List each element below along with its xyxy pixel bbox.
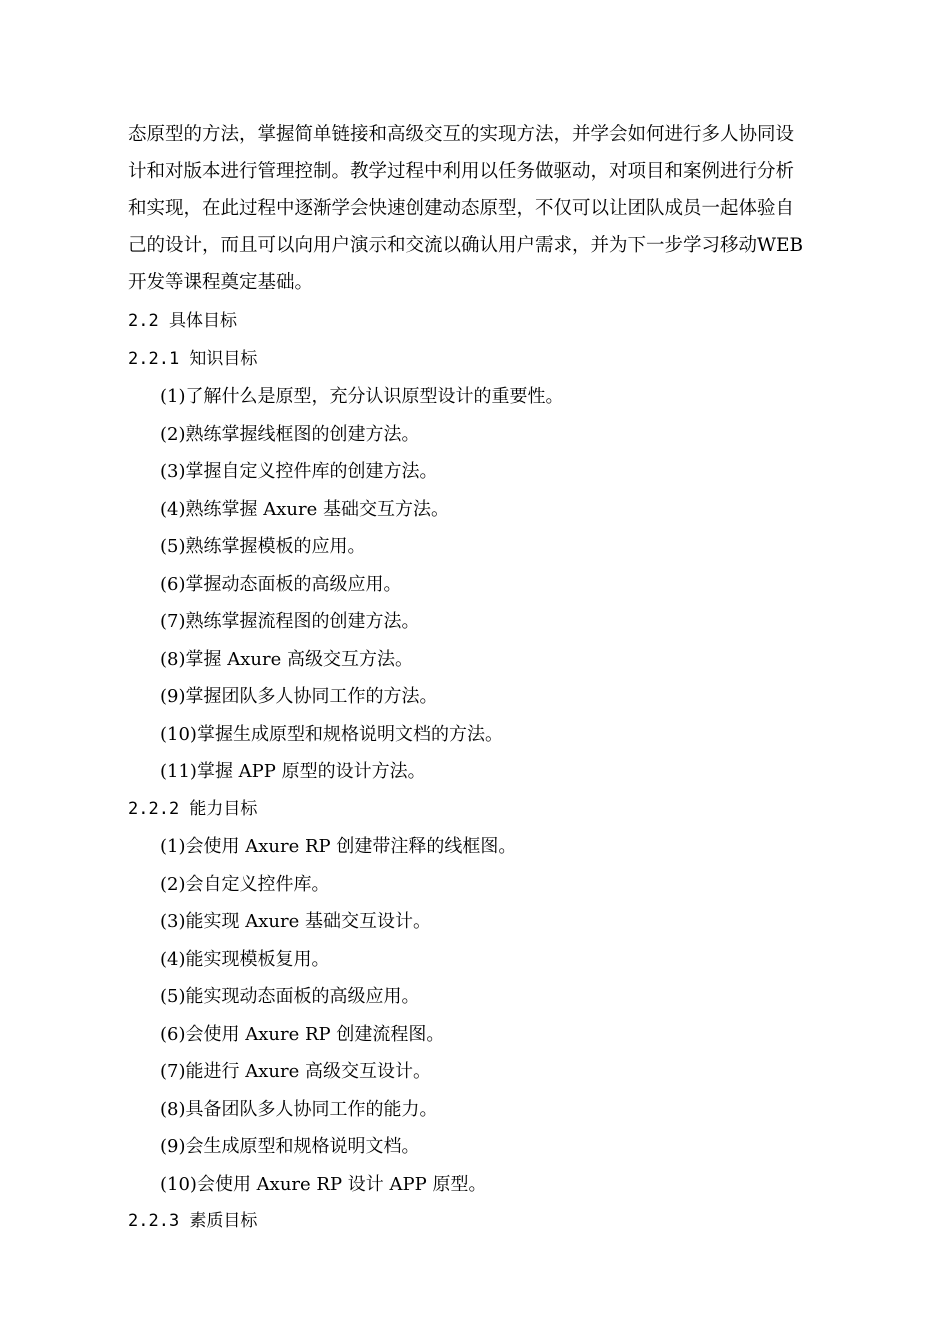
knowledge-item: (11)掌握 APP 原型的设计方法。 — [160, 761, 426, 782]
section-heading-2-2: 2.2 具体目标 — [128, 311, 237, 331]
knowledge-item: (5)熟练掌握模板的应用。 — [160, 536, 366, 557]
subsection-heading-knowledge: 2.2.1 知识目标 — [128, 348, 258, 369]
knowledge-item: (9)掌握团队多人协同工作的方法。 — [160, 686, 438, 707]
ability-item: (10)会使用 Axure RP 设计 APP 原型。 — [160, 1173, 487, 1195]
intro-line: 己的设计，而且可以向用户演示和交流以确认用户需求，并为下一步学习移动WEB — [128, 235, 804, 256]
knowledge-item: (1)了解什么是原型，充分认识原型设计的重要性。 — [160, 386, 564, 407]
intro-line: 计和对版本进行管理控制。教学过程中利用以任务做驱动，对项目和案例进行分析 — [128, 161, 795, 182]
intro-line: 和实现，在此过程中逐渐学会快速创建动态原型，不仅可以让团队成员一起体验自 — [128, 198, 795, 219]
ability-item: (8)具备团队多人协同工作的能力。 — [160, 1098, 438, 1120]
knowledge-item: (6)掌握动态面板的高级应用。 — [160, 573, 402, 595]
knowledge-item: (2)熟练掌握线框图的创建方法。 — [160, 423, 420, 445]
ability-item: (7)能进行 Axure 高级交互设计。 — [160, 1061, 431, 1082]
knowledge-item: (8)掌握 Axure 高级交互方法。 — [160, 648, 413, 670]
intro-line: 态原型的方法，掌握简单链接和高级交互的实现方法，并学会如何进行多人协同设 — [128, 124, 795, 145]
knowledge-item: (3)掌握自定义控件库的创建方法。 — [160, 461, 438, 482]
ability-item: (5)能实现动态面板的高级应用。 — [160, 986, 420, 1007]
ability-item: (6)会使用 Axure RP 创建流程图。 — [160, 1023, 445, 1045]
ability-item: (1)会使用 Axure RP 创建带注释的线框图。 — [160, 836, 517, 857]
subsection-heading-quality: 2.2.3 素质目标 — [128, 1211, 258, 1231]
objectives-section — [0, 303, 950, 1241]
subsection-heading-ability: 2.2.2 能力目标 — [128, 798, 258, 819]
intro-line: 开发等课程奠定基础。 — [128, 272, 314, 293]
intro-paragraph — [128, 116, 826, 301]
ability-item: (3)能实现 Axure 基础交互设计。 — [160, 911, 431, 932]
ability-item: (4)能实现模板复用。 — [160, 948, 330, 970]
ability-item: (2)会自定义控件库。 — [160, 873, 330, 895]
knowledge-item: (7)熟练掌握流程图的创建方法。 — [160, 611, 420, 632]
ability-item: (9)会生成原型和规格说明文档。 — [160, 1136, 420, 1157]
knowledge-item: (10)掌握生成原型和规格说明文档的方法。 — [160, 723, 503, 745]
knowledge-item: (4)熟练掌握 Axure 基础交互方法。 — [160, 498, 449, 520]
